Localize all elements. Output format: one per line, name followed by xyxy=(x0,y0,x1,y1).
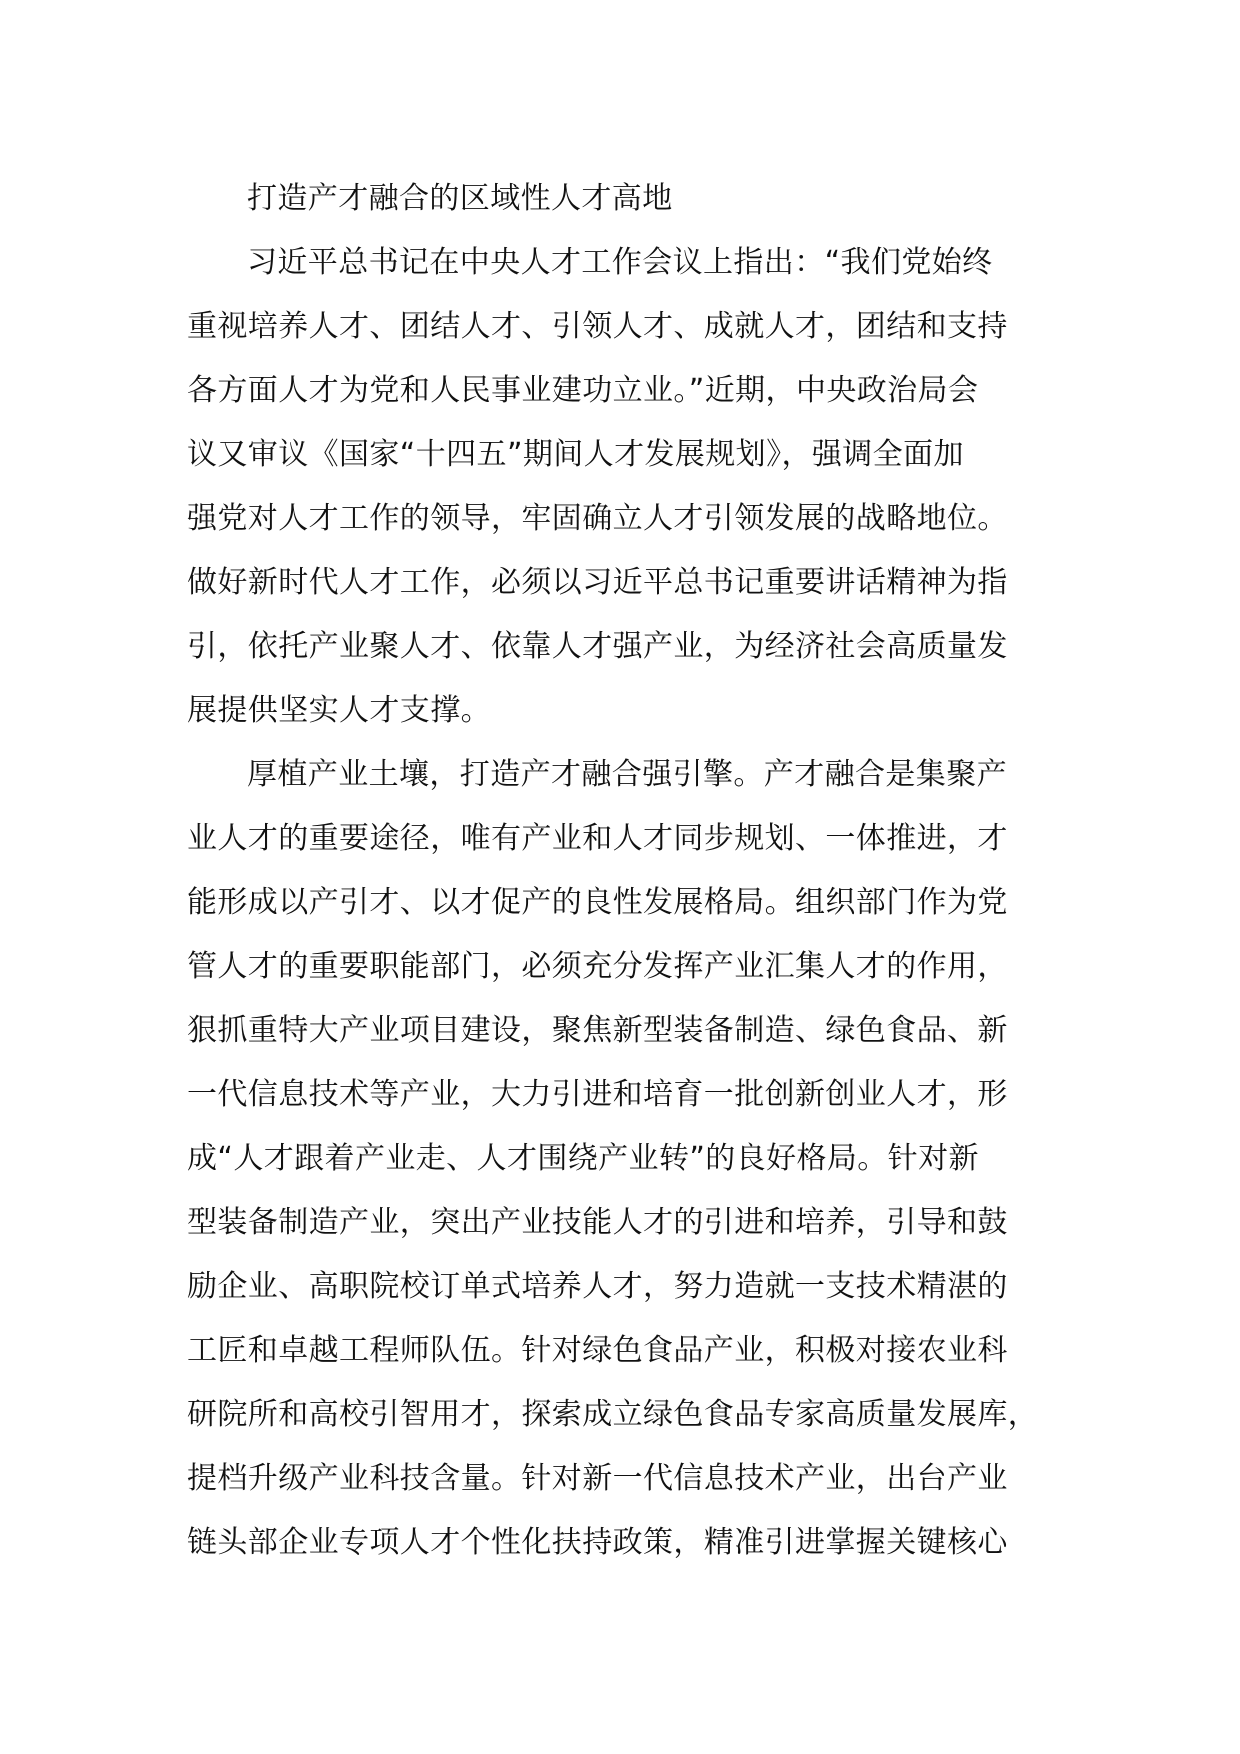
paragraph-line: 链头部企业专项人才个性化扶持政策，精准引进掌握关键核心 xyxy=(187,1525,1008,1560)
paragraph-line: 业人才的重要途径，唯有产业和人才同步规划、一体推进，才 xyxy=(187,821,1008,856)
paragraph-line: 习近平总书记在中央人才工作会议上指出：“我们党始终 xyxy=(247,245,993,280)
paragraph-line: 各方面人才为党和人民事业建功立业。”近期，中央政治局会 xyxy=(187,373,979,408)
paragraph-line: 狠抓重特大产业项目建设，聚焦新型装备制造、绿色食品、新 xyxy=(187,1013,1008,1048)
paragraph-line: 展提供坚实人才支撑。 xyxy=(187,693,491,728)
paragraph-2 xyxy=(187,743,1065,1575)
paragraph-line: 强党对人才工作的领导，牢固确立人才引领发展的战略地位。 xyxy=(187,501,1008,536)
paragraph-line: 型装备制造产业，突出产业技能人才的引进和培养，引导和鼓 xyxy=(187,1205,1008,1240)
paragraph-line: 能形成以产引才、以才促产的良性发展格局。组织部门作为党 xyxy=(187,885,1008,920)
paragraph-line: 议又审议《国家“十四五”期间人才发展规划》，强调全面加 xyxy=(187,437,964,472)
paragraph-line: 研院所和高校引智用才，探索成立绿色食品专家高质量发展库， xyxy=(187,1397,1039,1432)
paragraph-line: 引，依托产业聚人才、依靠人才强产业，为经济社会高质量发 xyxy=(187,629,1008,664)
document-body xyxy=(187,167,1065,1575)
paragraph-line: 重视培养人才、团结人才、引领人才、成就人才，团结和支持 xyxy=(187,309,1008,344)
paragraph-line: 提档升级产业科技含量。针对新一代信息技术产业，出台产业 xyxy=(187,1461,1008,1496)
paragraph-line: 成“人才跟着产业走、人才围绕产业转”的良好格局。针对新 xyxy=(187,1141,979,1176)
paragraph-line: 工匠和卓越工程师队伍。针对绿色食品产业，积极对接农业科 xyxy=(187,1333,1008,1368)
paragraph-line: 一代信息技术等产业，大力引进和培育一批创新创业人才，形 xyxy=(187,1077,1008,1112)
paragraph-1 xyxy=(187,231,1065,743)
paragraph-line: 励企业、高职院校订单式培养人才，努力造就一支技术精湛的 xyxy=(187,1269,1008,1304)
paragraph-line: 管人才的重要职能部门，必须充分发挥产业汇集人才的作用， xyxy=(187,949,1008,984)
document-title: 打造产才融合的区域性人才高地 xyxy=(247,181,673,216)
paragraph-line: 做好新时代人才工作，必须以习近平总书记重要讲话精神为指 xyxy=(187,565,1008,600)
paragraph-line: 厚植产业土壤，打造产才融合强引擎。产才融合是集聚产 xyxy=(247,757,1007,792)
